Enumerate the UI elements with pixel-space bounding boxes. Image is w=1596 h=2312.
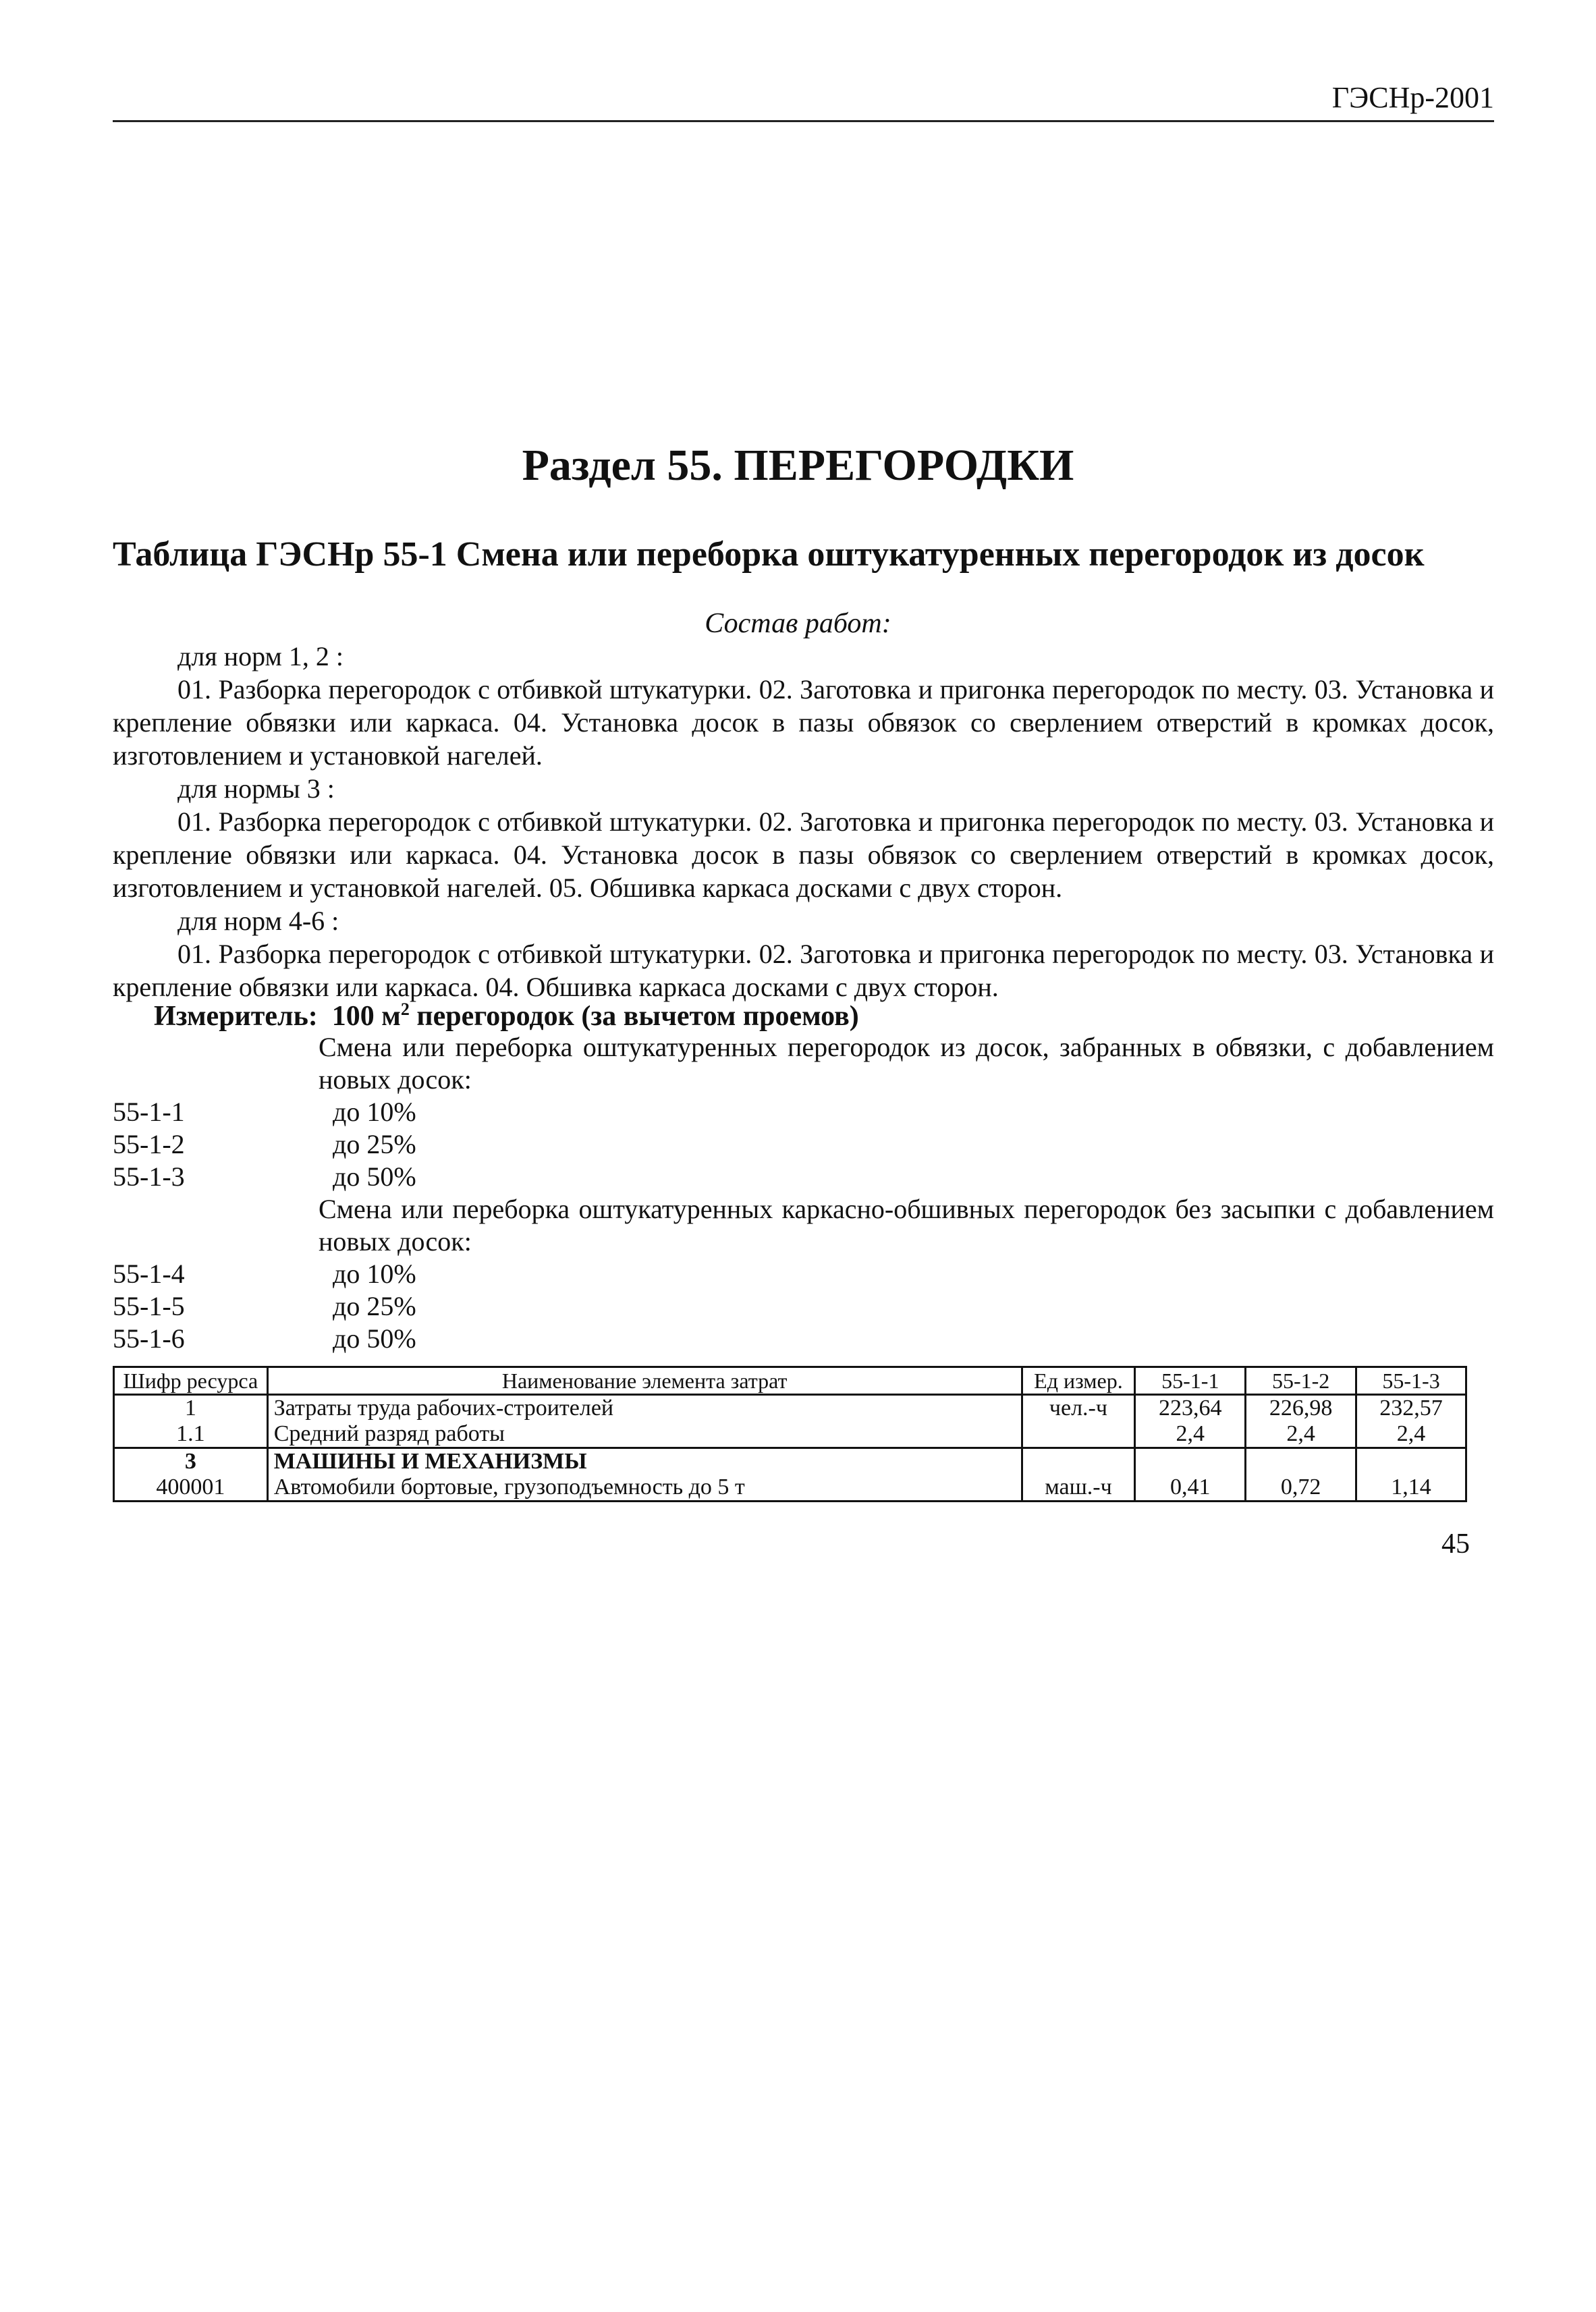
norm-value: до 25% [333, 1129, 416, 1159]
cost-table [113, 1366, 1467, 1502]
norm-value: до 25% [333, 1291, 416, 1321]
table-cell: 1.1 [114, 1421, 268, 1448]
page-number: 45 [1441, 1529, 1470, 1560]
table-cell [1022, 1421, 1135, 1448]
meter-suffix: перегородок (за вычетом проемов) [409, 1001, 859, 1032]
column-header: Шифр ресурса [114, 1367, 268, 1395]
meter-label: Измеритель: [154, 1001, 318, 1032]
column-header: 55-1-2 [1246, 1367, 1356, 1395]
table-cell: 2,4 [1356, 1421, 1466, 1448]
norm-code: 55-1-2 [113, 1129, 185, 1159]
table-cell: Средний разряд работы [267, 1421, 1022, 1448]
norm-item [113, 1161, 1494, 1193]
table-cell: 3 [114, 1448, 268, 1475]
table-cell: 2,4 [1246, 1421, 1356, 1448]
column-header: Ед измер. [1022, 1367, 1135, 1395]
works-composition [113, 640, 1494, 1003]
table-row [114, 1475, 1466, 1502]
meter-superscript: 2 [400, 999, 410, 1019]
norm-item [113, 1128, 1494, 1161]
table-header-row [114, 1367, 1466, 1395]
table-cell: Затраты труда рабочих-строителей [267, 1395, 1022, 1422]
column-header: Наименование элемента затрат [267, 1367, 1022, 1395]
meter-value: 100 м [331, 1001, 401, 1032]
works-heading: Состав работ: [705, 608, 891, 639]
table-row [114, 1448, 1466, 1475]
table-cell: чел.-ч [1022, 1395, 1135, 1422]
norms-list [113, 1031, 1494, 1355]
table-cell: 2,4 [1135, 1421, 1246, 1448]
norm-value: до 50% [333, 1161, 416, 1192]
norm-item [113, 1290, 1494, 1323]
works-group-text: 01. Разборка перегородок с отбивкой штукатурки. 02. Заготовка и пригонка перегородок по месту. 03. Установка и крепление обвязки или каркаса. 04. Установка досок в пазы обвязок со сверлением отверстий в кромках досок, изготовлением и установкой нагелей. 05. Обшивка каркаса досками с двух сторон. [113, 806, 1494, 903]
table-cell: 1 [114, 1395, 268, 1422]
table-cell: 0,41 [1135, 1475, 1246, 1502]
table-row [114, 1421, 1466, 1448]
column-header: 55-1-1 [1135, 1367, 1246, 1395]
meter [154, 999, 859, 1034]
table-cell [1356, 1448, 1466, 1475]
table-cell: 232,57 [1356, 1395, 1466, 1422]
table-cell: 400001 [114, 1475, 268, 1502]
column-header: 55-1-3 [1356, 1367, 1466, 1395]
norm-code: 55-1-4 [113, 1259, 185, 1289]
table-cell: Автомобили бортовые, грузоподъемность до 5 т [267, 1475, 1022, 1502]
table-cell [1246, 1448, 1356, 1475]
norm-item [113, 1258, 1494, 1290]
norm-code: 55-1-1 [113, 1097, 185, 1127]
norm-group-description: Смена или переборка оштукатуренных каркасно-обшивных перегородок без засыпки с добавлением новых досок: [319, 1194, 1494, 1257]
table-cell: МАШИНЫ И МЕХАНИЗМЫ [267, 1448, 1022, 1475]
table-cell: 226,98 [1246, 1395, 1356, 1422]
norm-code: 55-1-5 [113, 1291, 185, 1321]
table-title: Таблица ГЭСНр 55-1 Смена или переборка оштукатуренных перегородок из досок [113, 535, 1425, 574]
works-group-label: для норм 4-6 : [177, 906, 339, 936]
page-header [113, 80, 1494, 122]
works-group-label: для нормы 3 : [177, 773, 335, 804]
works-group-text: 01. Разборка перегородок с отбивкой штукатурки. 02. Заготовка и пригонка перегородок по месту. 03. Установка и крепление обвязки или каркаса. 04. Обшивка каркаса досками с двух сторон. [113, 939, 1494, 1002]
norm-value: до 10% [333, 1259, 416, 1289]
table-cell [1022, 1448, 1135, 1475]
norm-item [113, 1323, 1494, 1355]
norm-code: 55-1-6 [113, 1323, 185, 1354]
works-group-label: для норм 1, 2 : [177, 641, 343, 671]
table-cell: 1,14 [1356, 1475, 1466, 1502]
section-title: Раздел 55. ПЕРЕГОРОДКИ [522, 441, 1074, 490]
document-code: ГЭСНр-2001 [1331, 81, 1494, 114]
table-cell [1135, 1448, 1246, 1475]
table-cell: 0,72 [1246, 1475, 1356, 1502]
norm-item [113, 1096, 1494, 1128]
table-cell: 223,64 [1135, 1395, 1246, 1422]
norm-group-description: Смена или переборка оштукатуренных перегородок из досок, забранных в обвязки, с добавлением новых досок: [319, 1032, 1494, 1095]
norm-value: до 50% [333, 1323, 416, 1354]
works-group-text: 01. Разборка перегородок с отбивкой штукатурки. 02. Заготовка и пригонка перегородок по месту. 03. Установка и крепление обвязки или каркаса. 04. Установка досок в пазы обвязок со сверлением отверстий в кромках досок, изготовлением и установкой нагелей. [113, 674, 1494, 771]
norm-code: 55-1-3 [113, 1161, 185, 1192]
table-row [114, 1395, 1466, 1422]
table-cell: маш.-ч [1022, 1475, 1135, 1502]
norm-value: до 10% [333, 1097, 416, 1127]
